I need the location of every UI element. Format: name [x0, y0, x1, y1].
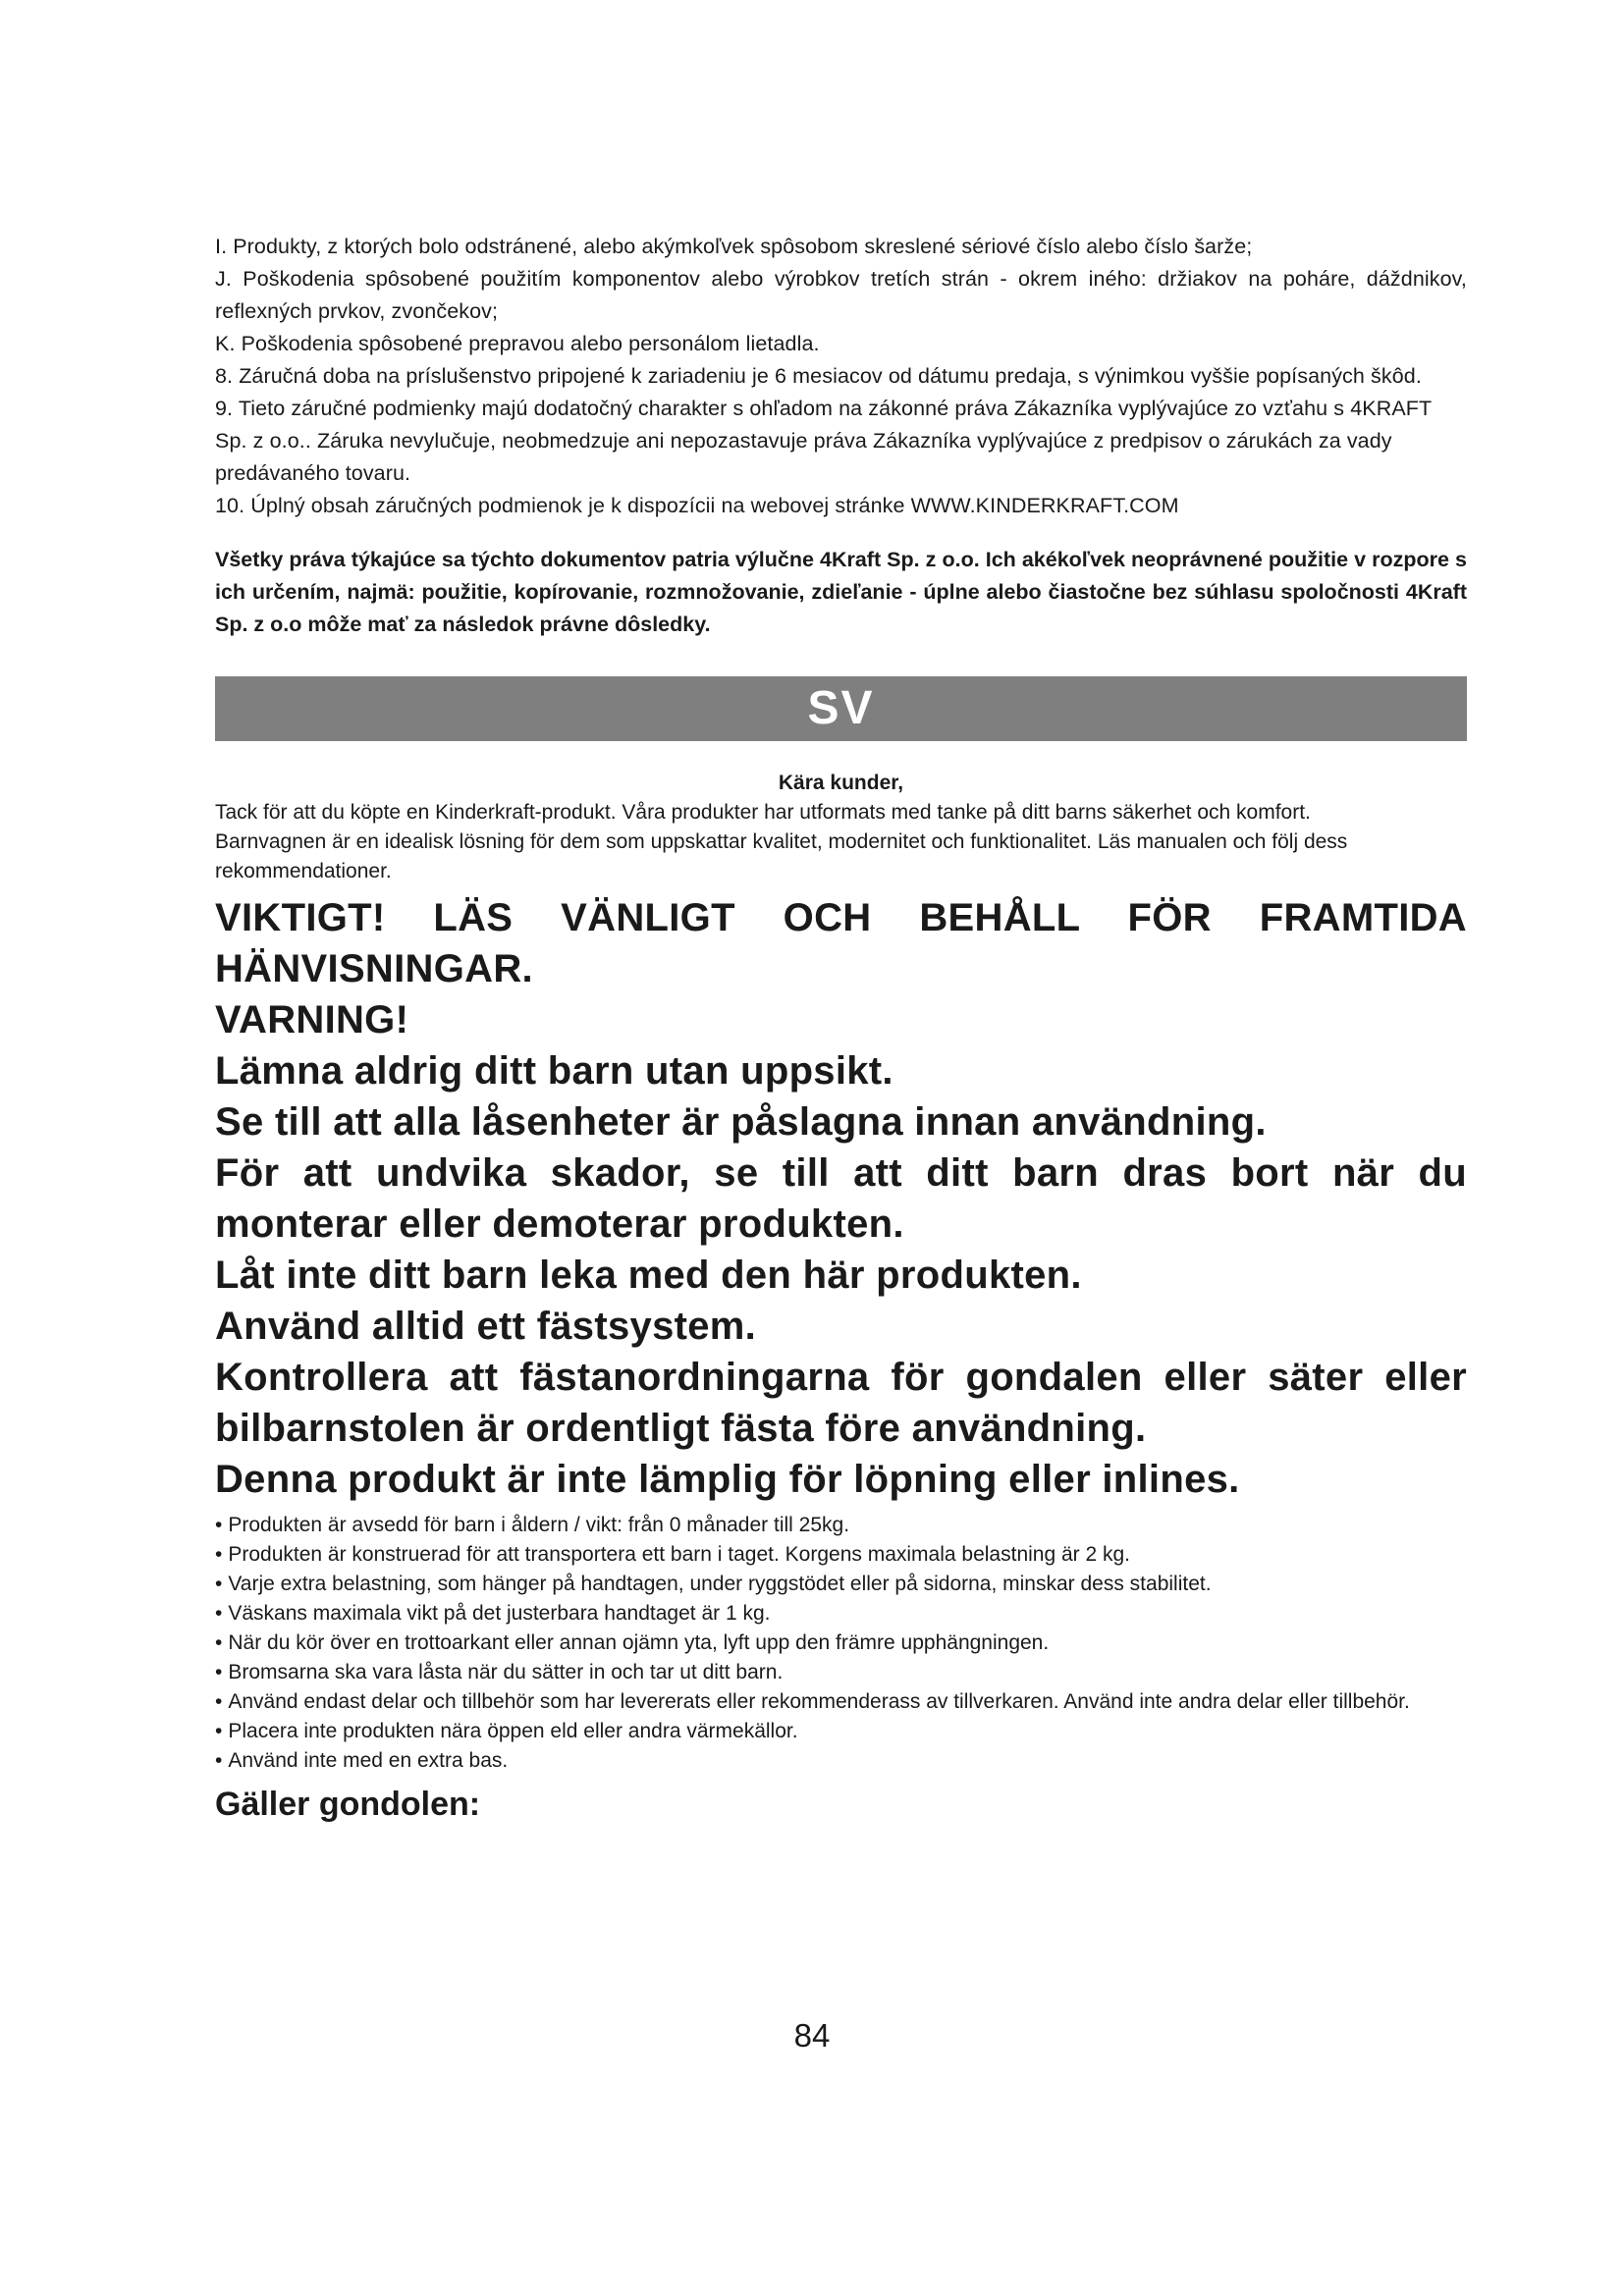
warranty-item-9: 9. Tieto záručné podmienky majú dodatočný charakter s ohľadom na zákonné práva Zákazníka vyplývajúce zo vzťahu s 4KRAFT Sp. z o.o.. Záruka nevylučuje, neobmedzuje ani nepozastavuje práva Zákazníka vyplývajúce z predpisov o zárukách za vady predávaného tovaru.	[215, 397, 1432, 485]
legal-notice: Všetky práva týkajúce sa týchto dokumentov patria výlučne 4Kraft Sp. z o.o. Ich akékoľvek neoprávnené použitie v rozpore s ich určením, najmä: použitie, kopírovanie, rozmnožovanie, zdieľanie - úplne alebo čiastočne bez súhlasu spoločnosti 4Kraft Sp. z o.o môže mať za následok právne dôsledky.	[215, 548, 1467, 636]
warranty-item-8: 8. Záručná doba na príslušenstvo pripojené k zariadeniu je 6 mesiacov od dátumu predaja, s výnimkou vyššie popísaných škôd.	[215, 364, 1422, 388]
bullet-icon: •	[215, 1749, 223, 1772]
section-subheading: Gäller gondolen:	[215, 1786, 481, 1823]
list-item: • Bromsarna ska vara låsta när du sätter in och tar ut ditt barn.	[215, 1661, 784, 1683]
warranty-item-j: J. Poškodenia spôsobené použitím komponentov alebo výrobkov tretích strán - okrem iného: držiakov na poháre, dáždnikov, reflexných prvkov, zvončekov;	[215, 267, 1467, 323]
warnings-block	[215, 892, 1467, 1505]
list-item: • Placera inte produkten nära öppen eld eller andra värmekällor.	[215, 1720, 798, 1742]
bullet-icon: •	[215, 1720, 223, 1742]
warning-line: Se till att alla låsenheter är påslagna innan användning.	[215, 1100, 1267, 1144]
bullet-icon: •	[215, 1543, 223, 1566]
page-content	[215, 231, 1467, 1827]
bullet-icon: •	[215, 1573, 223, 1595]
page-number: 84	[793, 2017, 831, 2054]
intro-line: Barnvagnen är en idealisk lösning för dem som uppskattar kvalitet, modernitet och funktionalitet. Läs manualen och följ dess rekommendationer.	[215, 830, 1348, 882]
slovak-warranty-section	[215, 231, 1467, 522]
warning-line: För att undvika skador, se till att ditt barn dras bort när du monterar eller demoterar produkten.	[215, 1151, 1467, 1246]
warning-line: Låt inte ditt barn leka med den här produkten.	[215, 1254, 1082, 1297]
safety-bullet-list	[215, 1511, 1467, 1776]
list-item: • Använd endast delar och tillbehör som har levererats eller rekommenderass av tillverkaren. Använd inte andra delar eller tillbehör.	[215, 1690, 1410, 1713]
warning-line: Kontrollera att fästanordningarna för gondalen eller säter eller bilbarnstolen är ordentligt fästa före användning.	[215, 1356, 1467, 1450]
warranty-item-10: 10. Úplný obsah záručných podmienok je k dispozícii na webovej stránke WWW.KINDERKRAFT.COM	[215, 494, 1179, 517]
warning-line: Använd alltid ett fästsystem.	[215, 1305, 757, 1348]
list-item: • Varje extra belastning, som hänger på handtagen, under ryggstödet eller på sidorna, minskar dess stabilitet.	[215, 1573, 1212, 1595]
bullet-icon: •	[215, 1631, 223, 1654]
list-item: • När du kör över en trottoarkant eller annan ojämn yta, lyft upp den främre upphängningen.	[215, 1631, 1050, 1654]
intro-text	[215, 798, 1467, 886]
warning-line: Denna produkt är inte lämplig för löpning eller inlines.	[215, 1458, 1240, 1501]
warning-heading: VARNING!	[215, 998, 409, 1041]
bullet-icon: •	[215, 1514, 223, 1536]
greeting: Kära kunder,	[778, 772, 904, 794]
language-banner	[215, 676, 1467, 741]
language-code: SV	[807, 682, 875, 734]
intro-line: Tack för att du köpte en Kinderkraft-produkt. Våra produkter har utformats med tanke på ditt barns säkerhet och komfort.	[215, 801, 1311, 824]
bullet-icon: •	[215, 1690, 223, 1713]
important-heading: VIKTIGT! LÄS VÄNLIGT OCH BEHÅLL FÖR FRAMTIDA HÄNVISNINGAR.	[215, 896, 1467, 990]
list-item: • Produkten är konstruerad för att transportera ett barn i taget. Korgens maximala belastning är 2 kg.	[215, 1543, 1131, 1566]
warranty-item-k: K. Poškodenia spôsobené prepravou alebo personálom lietadla.	[215, 332, 820, 355]
bullet-icon: •	[215, 1661, 223, 1683]
list-item: • Väskans maximala vikt på det justerbara handtaget är 1 kg.	[215, 1602, 771, 1625]
list-item: • Produkten är avsedd för barn i åldern / vikt: från 0 månader till 25kg.	[215, 1514, 850, 1536]
warning-line: Lämna aldrig ditt barn utan uppsikt.	[215, 1049, 893, 1093]
warranty-item-i: I. Produkty, z ktorých bolo odstránené, alebo akýmkoľvek spôsobom skreslené sériové číslo alebo číslo šarže;	[215, 235, 1253, 258]
bullet-icon: •	[215, 1602, 223, 1625]
list-item: • Använd inte med en extra bas.	[215, 1749, 509, 1772]
